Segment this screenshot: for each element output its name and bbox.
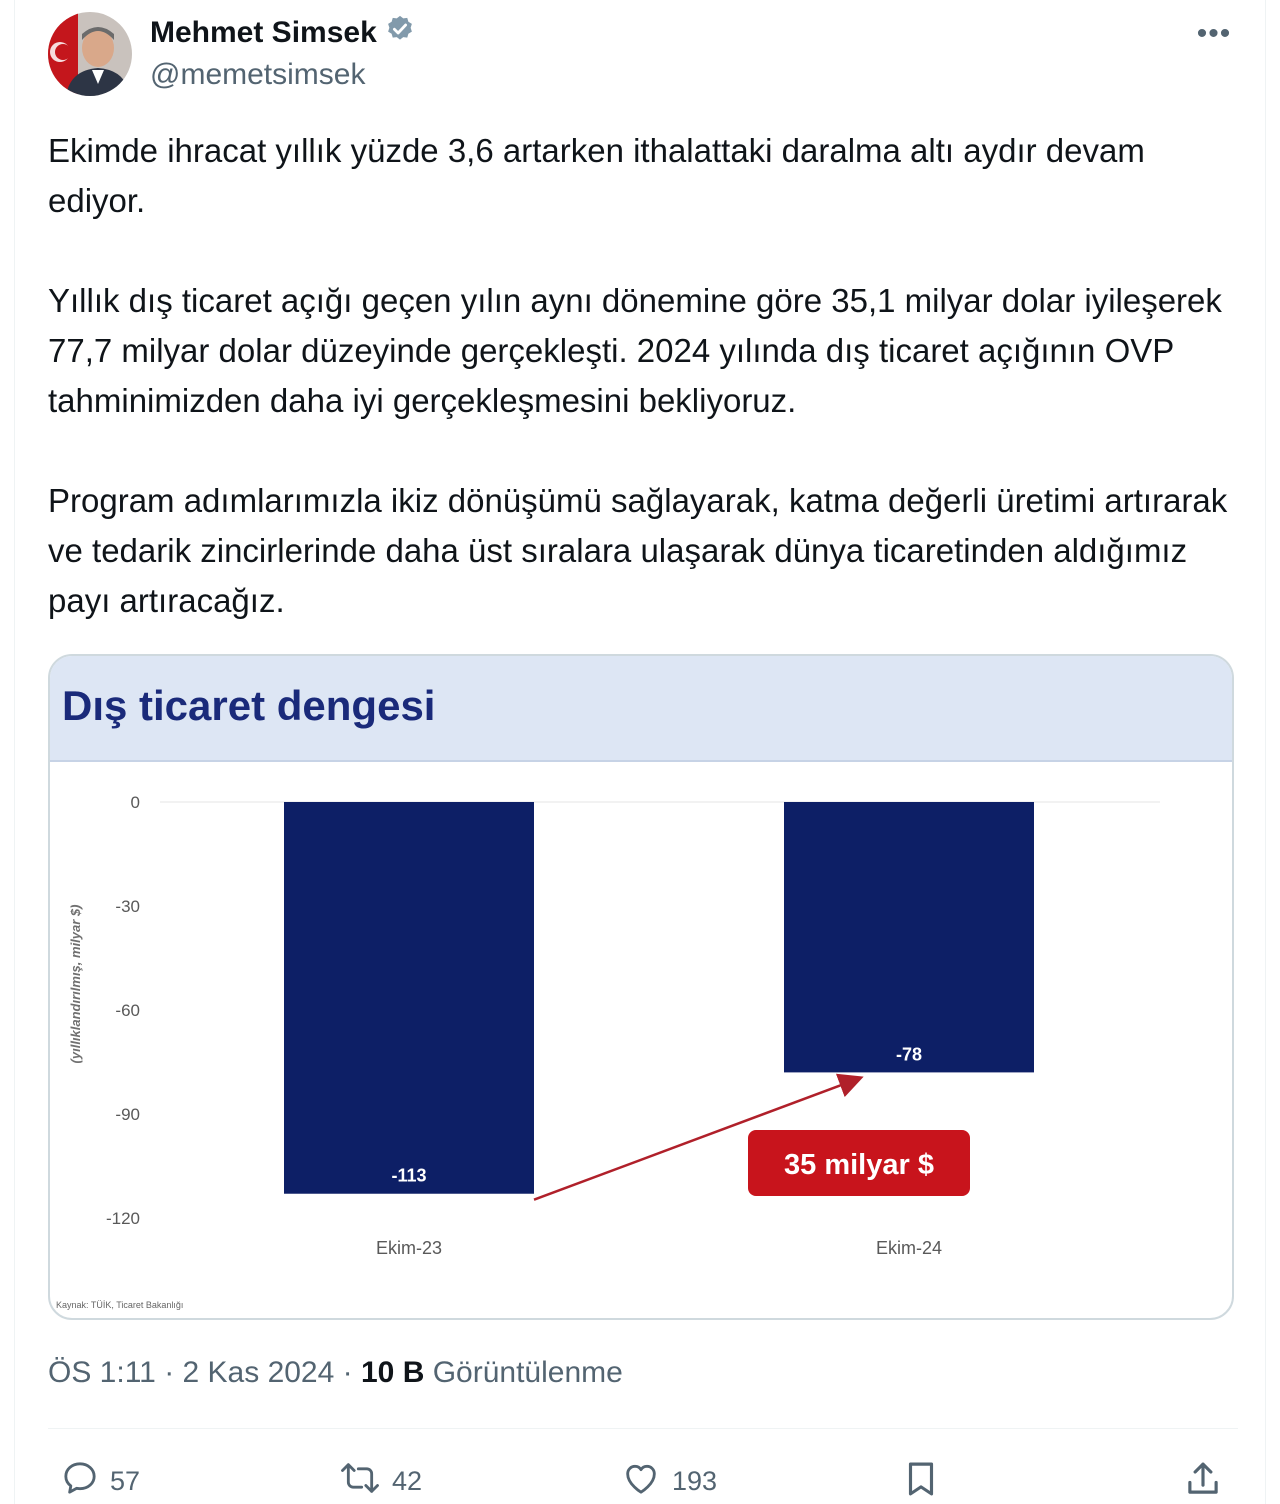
bookmark-button[interactable] xyxy=(900,1458,942,1504)
author-name-row[interactable] xyxy=(150,14,415,52)
divider xyxy=(48,1428,1238,1429)
more-options-icon[interactable]: ••• xyxy=(1196,17,1232,50)
avatar[interactable] xyxy=(48,12,132,96)
tweet-text xyxy=(48,126,1238,676)
verified-badge-icon xyxy=(385,14,415,52)
y-tick-label: -60 xyxy=(115,1001,140,1020)
bar-value-label: -113 xyxy=(391,1165,427,1186)
retweet-icon xyxy=(338,1458,382,1504)
bookmark-icon xyxy=(900,1458,942,1504)
reply-count: 57 xyxy=(110,1466,141,1496)
heart-icon xyxy=(620,1458,662,1504)
x-tick-label: Ekim-24 xyxy=(875,1238,943,1258)
author-handle[interactable]: @memetsimsek xyxy=(150,58,366,91)
share-icon xyxy=(1182,1458,1224,1504)
reply-icon xyxy=(60,1458,100,1504)
card-title: Dış ticaret dengesi xyxy=(62,682,436,729)
tweet-paragraph: Yıllık dış ticaret açığı geçen yılın aynı dönemine göre 35,1 milyar dolar iyileşerek 77,7 milyar dolar düzeyinde gerçekleşti. 2024 yılında dış ticaret açığının OVP tahminimizden daha iyi gerçekleşmesini bekliyoruz. xyxy=(48,282,1222,419)
y-tick-label: 0 xyxy=(130,793,140,812)
tweet-meta: ÖS 1:11 · 2 Kas 2024 · 10 B Görüntülenme xyxy=(48,1356,623,1389)
tweet-date[interactable]: 2 Kas 2024 xyxy=(182,1356,335,1389)
bar xyxy=(284,802,534,1194)
tweet-paragraph: Program adımlarımızla ikiz dönüşümü sağlayarak, katma değerli üretimi artırarak ve tedarik zincirlerinde daha üst sıralara ulaşarak dünya ticaretinden aldığımız payı artıracağız. xyxy=(48,482,1228,619)
retweet-count: 42 xyxy=(392,1466,423,1496)
like-count: 193 xyxy=(672,1466,718,1496)
bar-value-label: -78 xyxy=(895,1044,923,1065)
x-tick-label: Ekim-23 xyxy=(375,1238,443,1258)
chart-source: Kaynak: TÜİK, Ticaret Bakanlığı xyxy=(56,1300,184,1310)
like-button[interactable] xyxy=(620,1458,717,1504)
trade-balance-chart xyxy=(50,762,1234,1320)
tweet-time[interactable]: ÖS 1:11 xyxy=(48,1356,156,1389)
attached-image-card[interactable] xyxy=(48,654,1234,1320)
y-axis-label: (yıllıklandırılmış, milyar $) xyxy=(68,904,83,1064)
y-tick-label: -30 xyxy=(115,897,140,916)
tweet-paragraph: Ekimde ihracat yıllık yüzde 3,6 artarken ithalattaki daralma altı aydır devam ediyor. xyxy=(48,132,1145,219)
share-button[interactable] xyxy=(1182,1458,1224,1504)
action-bar xyxy=(0,1458,1280,1504)
views-count: 10 B xyxy=(360,1356,425,1389)
author-name[interactable]: Mehmet Simsek xyxy=(150,16,377,49)
views-label: Görüntülenme xyxy=(432,1356,623,1389)
y-tick-label: -90 xyxy=(115,1105,140,1124)
annotation-label: 35 milyar $ xyxy=(784,1149,934,1181)
retweet-button[interactable] xyxy=(338,1458,422,1504)
reply-button[interactable] xyxy=(60,1458,140,1504)
y-tick-label: -120 xyxy=(105,1209,140,1228)
card-header xyxy=(50,656,1232,762)
bar xyxy=(784,802,1034,1072)
